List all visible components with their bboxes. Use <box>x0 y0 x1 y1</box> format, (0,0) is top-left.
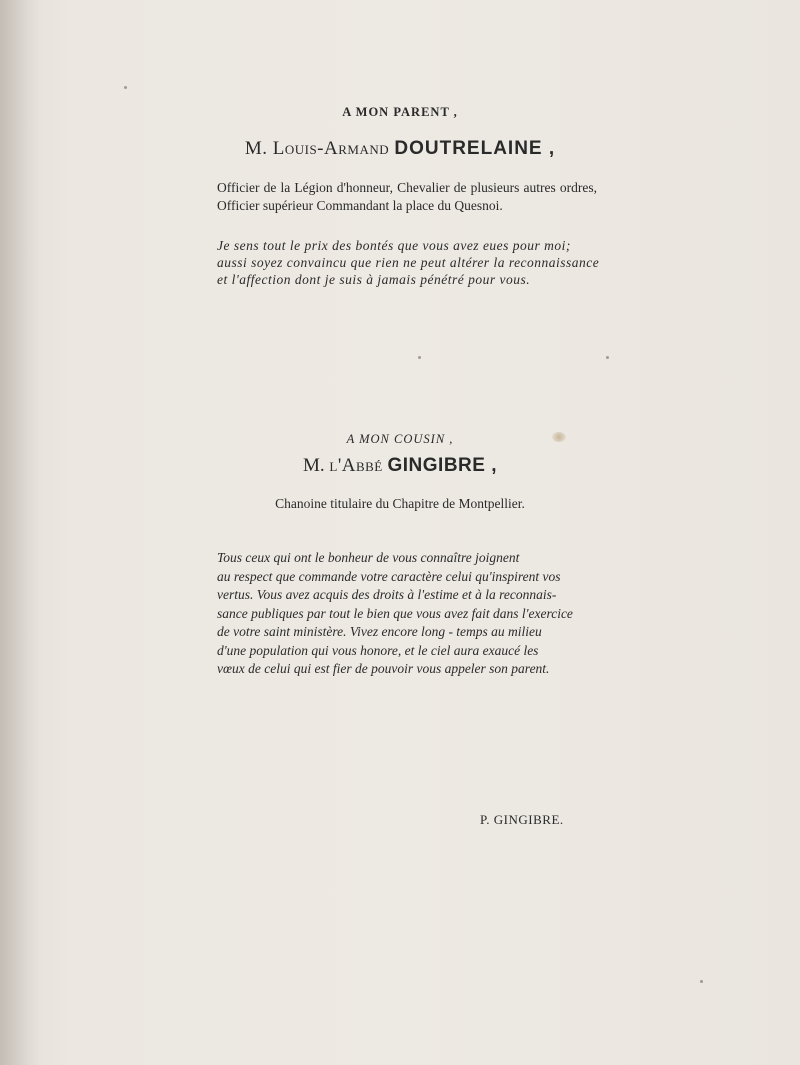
name-given-1: Louis-Armand <box>272 138 390 159</box>
dedicatee-name-1 <box>0 138 800 160</box>
message-1-line: aussi soyez convaincu que rien ne peut altérer la reconnaissance <box>217 255 600 270</box>
paper-speck <box>124 86 127 89</box>
name-prefix-2: M. <box>302 455 330 476</box>
paper-speck <box>418 356 421 359</box>
dedicatee-titles-1: Officier de la Légion d'honneur, Chevalier de plusieurs autres ordres, Officier supérieur Commandant la place du Quesnoi. <box>217 180 597 213</box>
dedication-message-1 <box>217 237 600 288</box>
paper-speck <box>606 356 609 359</box>
dedicatee-subtitle-2: Chanoine titulaire du Chapitre de Montpellier. <box>275 496 525 511</box>
dedication-message-2 <box>217 549 597 679</box>
message-2-line: sance publiques par tout le bien que vous avez fait dans l'exercice <box>217 605 573 621</box>
message-2-line: au respect que commande votre caractère celui qu'inspirent vos <box>217 568 561 584</box>
name-surname-2: GINGIBRE , <box>387 455 498 476</box>
message-2-line: vertus. Vous avez acquis des droits à l'estime et à la reconnais- <box>217 587 557 602</box>
dedication-heading-cousin: A MON COUSIN , <box>346 432 454 446</box>
message-2-line: d'une population qui vous honore, et le ciel aura exaucé les <box>217 642 539 658</box>
ink-stain <box>552 432 566 442</box>
message-1-line: Je sens tout le prix des bontés que vous avez eues pour moi; <box>217 238 571 253</box>
dedicatee-name-2 <box>0 455 800 477</box>
dedication-heading-parent: A MON PARENT , <box>342 105 458 119</box>
message-1-line: et l'affection dont je suis à jamais pénétré pour vous. <box>217 272 531 287</box>
paper-speck <box>700 980 703 983</box>
message-2-line: vœux de celui qui est fier de pouvoir vous appeler son parent. <box>217 661 550 676</box>
message-2-line: Tous ceux qui ont le bonheur de vous connaître joignent <box>217 550 520 565</box>
name-surname-1: DOUTRELAINE , <box>394 138 556 159</box>
signature: P. GINGIBRE. <box>480 812 564 827</box>
message-2-line: de votre saint ministère. Vivez encore long - temps au milieu <box>217 624 542 639</box>
name-given-2: l'Abbé <box>329 455 383 476</box>
name-prefix-1: M. <box>244 138 273 159</box>
